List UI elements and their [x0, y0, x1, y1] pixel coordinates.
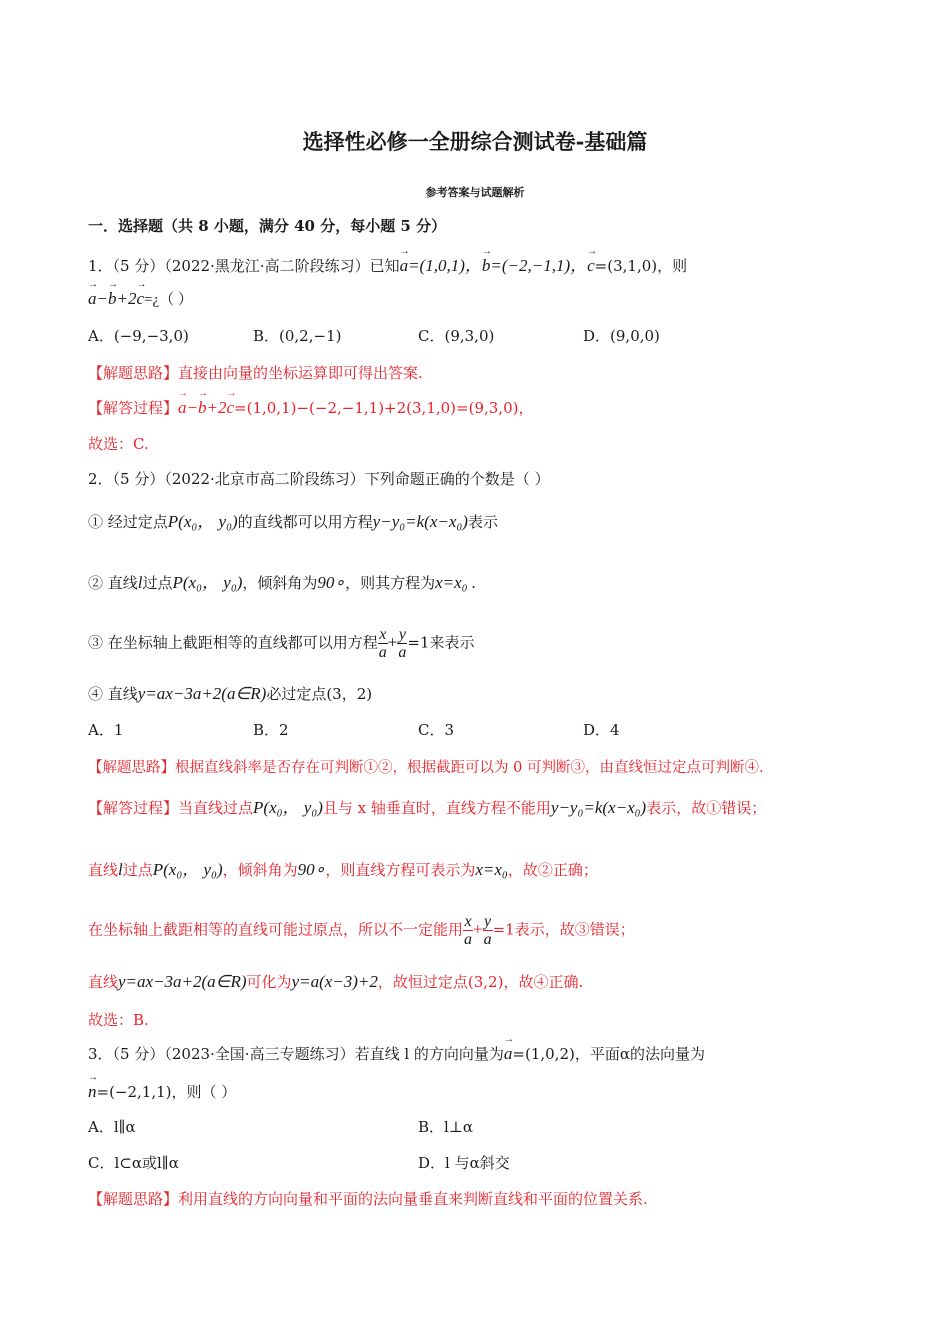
vector-b: → b: [198, 398, 207, 418]
q2-statement-2: [88, 568, 476, 593]
q1-process-text: =(1,0,1)−(−2,−1,1)+2(3,1,0)=(9,3,0)，: [234, 399, 534, 417]
q2-process-1: [88, 793, 766, 818]
q2-thinking: [88, 756, 764, 777]
s2-text-d: ，则其方程为: [345, 574, 436, 592]
fraction-x-over-a: $\frac{x}{a}$: [464, 913, 473, 948]
q3-thinking-text: 利用直线的方向向量和平面的法向量垂直来判断直线和平面的位置关系.: [178, 1190, 648, 1208]
fraction-y-over-a: $\frac{y}{a}$: [483, 913, 492, 948]
p2-text-e: ，故②正确；: [507, 861, 598, 879]
s2-text: ② 直线: [88, 574, 138, 592]
page-subtitle: 参考答案与试题解析: [425, 186, 525, 199]
p1-text-b: 且与 x 轴垂直时，直线方程不能用: [322, 799, 551, 817]
q2-statement-3: ③ 在坐标轴上截距相等的直线都可以用方程 $\frac{x}{a}$ + $\frac{y}{a}$ =1来表示: [88, 626, 475, 661]
q1-answer: [88, 433, 149, 454]
q2-thinking-text: 根据直线斜率是否存在可判断①②，根据截距可以为 0 可判断③，由直线恒过定点可判断④.: [175, 760, 764, 776]
q3-a-value: =(1,0,2)，平面α的法向量为: [512, 1045, 705, 1063]
q1-c-value: =(3,1,0)，则: [594, 257, 688, 275]
q2-answer-value: B.: [133, 1011, 149, 1029]
s4-text-b: 必过定点(3，2): [266, 685, 373, 703]
process-label: 【解答过程】: [88, 799, 179, 817]
q1-option-d: D．(9,0,0): [583, 327, 660, 345]
vector-c: → c: [226, 398, 234, 418]
q3-stem: [88, 1043, 705, 1064]
q1-process: [88, 397, 533, 418]
point-slope-equation: y−y₀=k(x−x₀): [550, 798, 647, 817]
s2-text-b: 过点: [142, 574, 173, 592]
answer-label: 故选：: [88, 435, 134, 453]
q2-option-d: D．4: [583, 721, 620, 739]
p4-text-b: 可化为: [246, 973, 292, 991]
plus-two: +2: [116, 289, 137, 308]
vector-c: → c: [136, 289, 144, 309]
vector-n: → n: [88, 1082, 97, 1102]
q1-thinking: [88, 362, 423, 383]
q3-n-value: =(−2,1,1)，则（ ）: [96, 1083, 237, 1101]
q2-stem: 2．（5 分）（2022·北京市高二阶段练习）下列命题正确的个数是（ ）: [88, 470, 550, 488]
line-equation: y=ax−3a+2(a∈R): [118, 972, 247, 991]
p2-text-c: ，倾斜角为: [222, 861, 298, 879]
s1-text-c: 表示: [467, 513, 498, 531]
vector-b: → b: [482, 256, 491, 276]
thinking-label: 【解题思路】: [88, 1190, 179, 1208]
q2-option-c: C．3: [418, 721, 455, 739]
p1-text-c: 表示，故①错误；: [646, 799, 767, 817]
point-slope-equation: y−y₀=k(x−x₀): [372, 512, 468, 531]
q3-option-a: A．l∥α: [88, 1118, 136, 1136]
angle-90: 90∘: [317, 573, 346, 592]
thinking-label: 【解题思路】: [88, 760, 175, 776]
q2-statement-4: [88, 683, 372, 704]
s3-text: ③ 在坐标轴上截距相等的直线都可以用方程: [88, 633, 378, 652]
q3-head: 3．（5 分）（2023·全国·高三专题练习）若直线 l 的方向向量为: [88, 1045, 504, 1063]
q1-option-a: A．(−9,−3,0): [88, 327, 189, 345]
p2-text-b: 过点: [122, 861, 153, 879]
point-p: P(x₀， y₀): [172, 573, 243, 592]
q1-answer-value: C.: [133, 435, 149, 453]
vector-b: → b: [108, 289, 117, 309]
vector-a: → a: [504, 1044, 513, 1064]
q1-head: 1．（5 分）（2022·黑龙江·高二阶段练习）已知: [88, 257, 400, 275]
q1-option-b: B．(0,2,−1): [253, 327, 342, 345]
vertical-equation: x=x₀: [475, 860, 508, 879]
answer-label: 故选：: [88, 1011, 134, 1029]
point-p: P(x₀， y₀): [152, 860, 223, 879]
q3-option-c: C．l⊂α或l∥α: [88, 1154, 179, 1172]
section-heading: 一．选择题（共 8 小题，满分 40 分，每小题 5 分）: [88, 217, 447, 235]
p3-text: 在坐标轴上截距相等的直线可能过原点，所以不一定能用: [88, 920, 464, 939]
s1-text: ① 经过定点: [88, 513, 168, 531]
factored-equation: y=a(x−3)+2: [291, 972, 378, 991]
s2-text-c: ，倾斜角为: [242, 574, 318, 592]
line-equation: y=ax−3a+2(a∈R): [137, 684, 267, 703]
q1-blank: =¿（ ）: [144, 292, 193, 308]
p4-text: 直线: [88, 973, 119, 991]
vertical-equation: x=x₀ .: [435, 573, 477, 592]
s3-tail: =1来表示: [407, 633, 475, 652]
minus-sign: −: [186, 398, 198, 417]
fraction-y-over-a: $\frac{y}{a}$: [398, 626, 407, 661]
vector-a: → a: [400, 256, 409, 276]
q2-option-b: B．2: [253, 721, 289, 739]
q2-process-3: 在坐标轴上截距相等的直线可能过原点，所以不一定能用 $\frac{x}{a}$ + $\frac{y}{a}$ =1表示，故③错误；: [88, 913, 635, 948]
q1-thinking-text: 直接由向量的坐标运算即可得出答案.: [178, 364, 423, 382]
q3-thinking: [88, 1188, 648, 1209]
p1-text: 当直线过点: [178, 799, 254, 817]
q1-b-value: =(−2,−1,1)，: [490, 256, 588, 275]
q3-option-b: B．l⊥α: [418, 1118, 474, 1136]
s4-text: ④ 直线: [88, 685, 138, 703]
q2-statement-1: [88, 507, 498, 532]
vector-a: → a: [178, 398, 187, 418]
q2-option-a: A．1: [88, 721, 124, 739]
process-label: 【解答过程】: [88, 399, 179, 417]
line-l: l: [137, 573, 143, 592]
q1-stem: [88, 251, 687, 276]
plus-two: +2: [206, 398, 227, 417]
vector-a: → a: [88, 289, 97, 309]
q3-stem-2: [88, 1081, 236, 1102]
point-p: P(x₀， y₀): [253, 798, 323, 817]
q3-option-d: D．l 与α斜交: [418, 1154, 510, 1172]
s1-text-b: 的直线都可以用方程: [237, 513, 373, 531]
p4-text-c: ，故恒过定点(3,2)，故④正确.: [377, 973, 584, 991]
minus-sign: −: [96, 289, 108, 308]
q2-process-4: [88, 971, 583, 992]
q2-answer: [88, 1009, 149, 1030]
thinking-label: 【解题思路】: [88, 364, 179, 382]
page-title: 选择性必修一全册综合测试卷-基础篇: [302, 129, 648, 154]
q1-option-c: C．(9,3,0): [418, 327, 495, 345]
q2-process-2: [88, 855, 598, 880]
q1-a-value: =(1,0,1)，: [408, 256, 482, 275]
angle-90: 90∘: [297, 860, 326, 879]
p3-tail: =1表示，故③错误；: [492, 920, 635, 939]
vector-c: → c: [587, 256, 595, 276]
fraction-x-over-a: $\frac{x}{a}$: [378, 626, 387, 661]
p2-text-d: ，则直线方程可表示为: [325, 861, 476, 879]
line-l: l: [118, 860, 123, 879]
p2-text: 直线: [88, 861, 119, 879]
point-p: P(x₀， y₀): [167, 512, 238, 531]
q1-expression: [88, 288, 193, 309]
